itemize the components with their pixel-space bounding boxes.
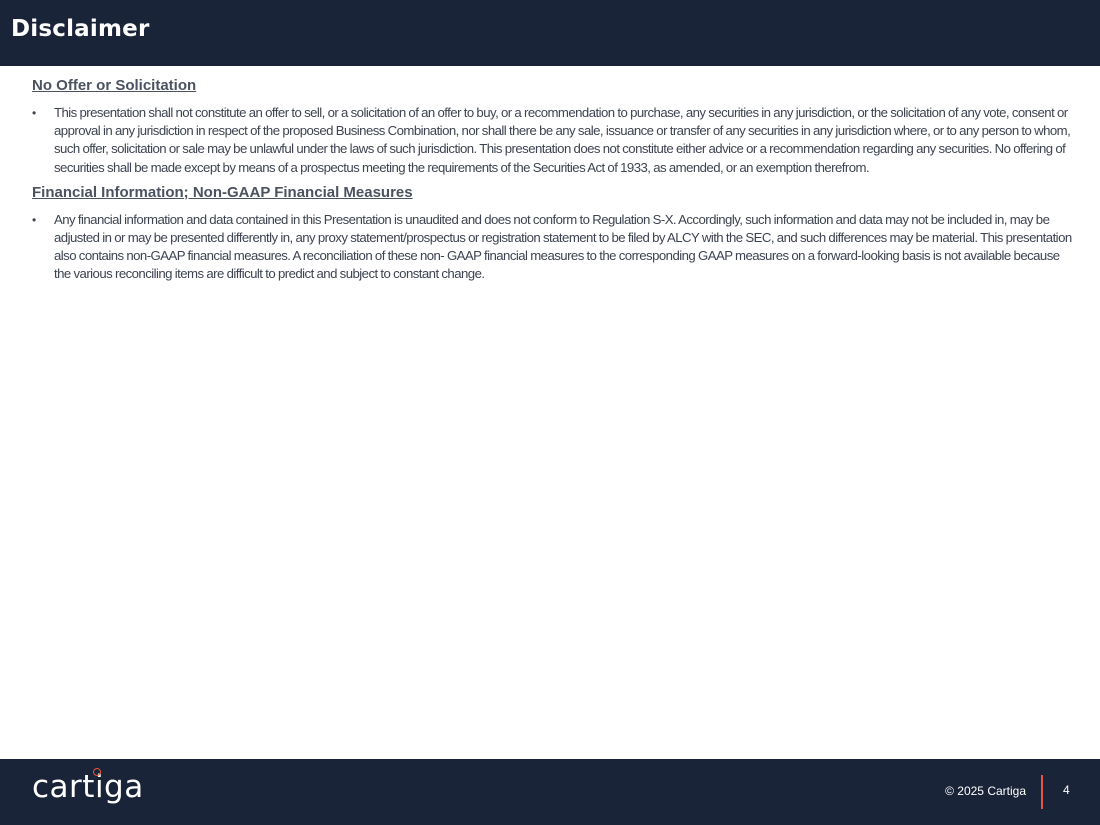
bullet-list — [32, 211, 1072, 284]
logo-mark-icon — [93, 768, 101, 776]
slide-content — [32, 76, 1072, 290]
section-heading: Financial Information; Non-GAAP Financial Measures — [32, 183, 413, 201]
bullet-list — [32, 104, 1072, 177]
page-number: 4 — [1063, 783, 1070, 797]
bullet-icon: • — [32, 212, 36, 227]
slide-header — [0, 0, 1100, 66]
section-no-offer — [32, 76, 1072, 177]
page-title: Disclaimer — [11, 16, 150, 42]
copyright-notice: © 2025 Cartiga — [945, 784, 1026, 798]
list-item — [32, 211, 1072, 284]
section-heading: No Offer or Solicitation — [32, 77, 197, 94]
cartiga-logo: cartiga — [32, 769, 144, 805]
slide-footer — [0, 759, 1100, 825]
bullet-icon: • — [32, 106, 36, 120]
section-financial-information — [32, 183, 1072, 284]
bullet-text: Any financial information and data contained in this Presentation is unaudited and does not conform to Regulation S-X. Accordingly, such information and data may not be included in, may be adjusted in or may be presented differently in, any proxy statement/prospectus or registration statement to be filed by ALCY with the SEC, and such differences may be material. This presentation also contains non-GAAP financial measures. A reconciliation of these non- GAAP financial measures to the corresponding GAAP measures on a forward-looking basis is not available because the various reconciling items are difficult to predict and subject to constant change. — [54, 211, 1072, 282]
list-item — [32, 104, 1072, 177]
footer-divider — [1041, 775, 1043, 809]
bullet-text: This presentation shall not constitute an offer to sell, or a solicitation of an offer to buy, or a recommendation to purchase, any securities in any jurisdiction, or the solicitation of any vote, consent or approval in any jurisdiction in respect of the proposed Business Combination, nor shall there be any sale, issuance or transfer of any securities in any jurisdiction where, or to any person to whom, such offer, solicitation or sale may be unlawful under the laws of such jurisdiction. This presentation does not constitute either advice or a recommendation regarding any securities. No offering of securities shall be made except by means of a prospectus meeting the requirements of the Securities Act of 1933, as amended, or an exemption therefrom. — [54, 105, 1071, 175]
